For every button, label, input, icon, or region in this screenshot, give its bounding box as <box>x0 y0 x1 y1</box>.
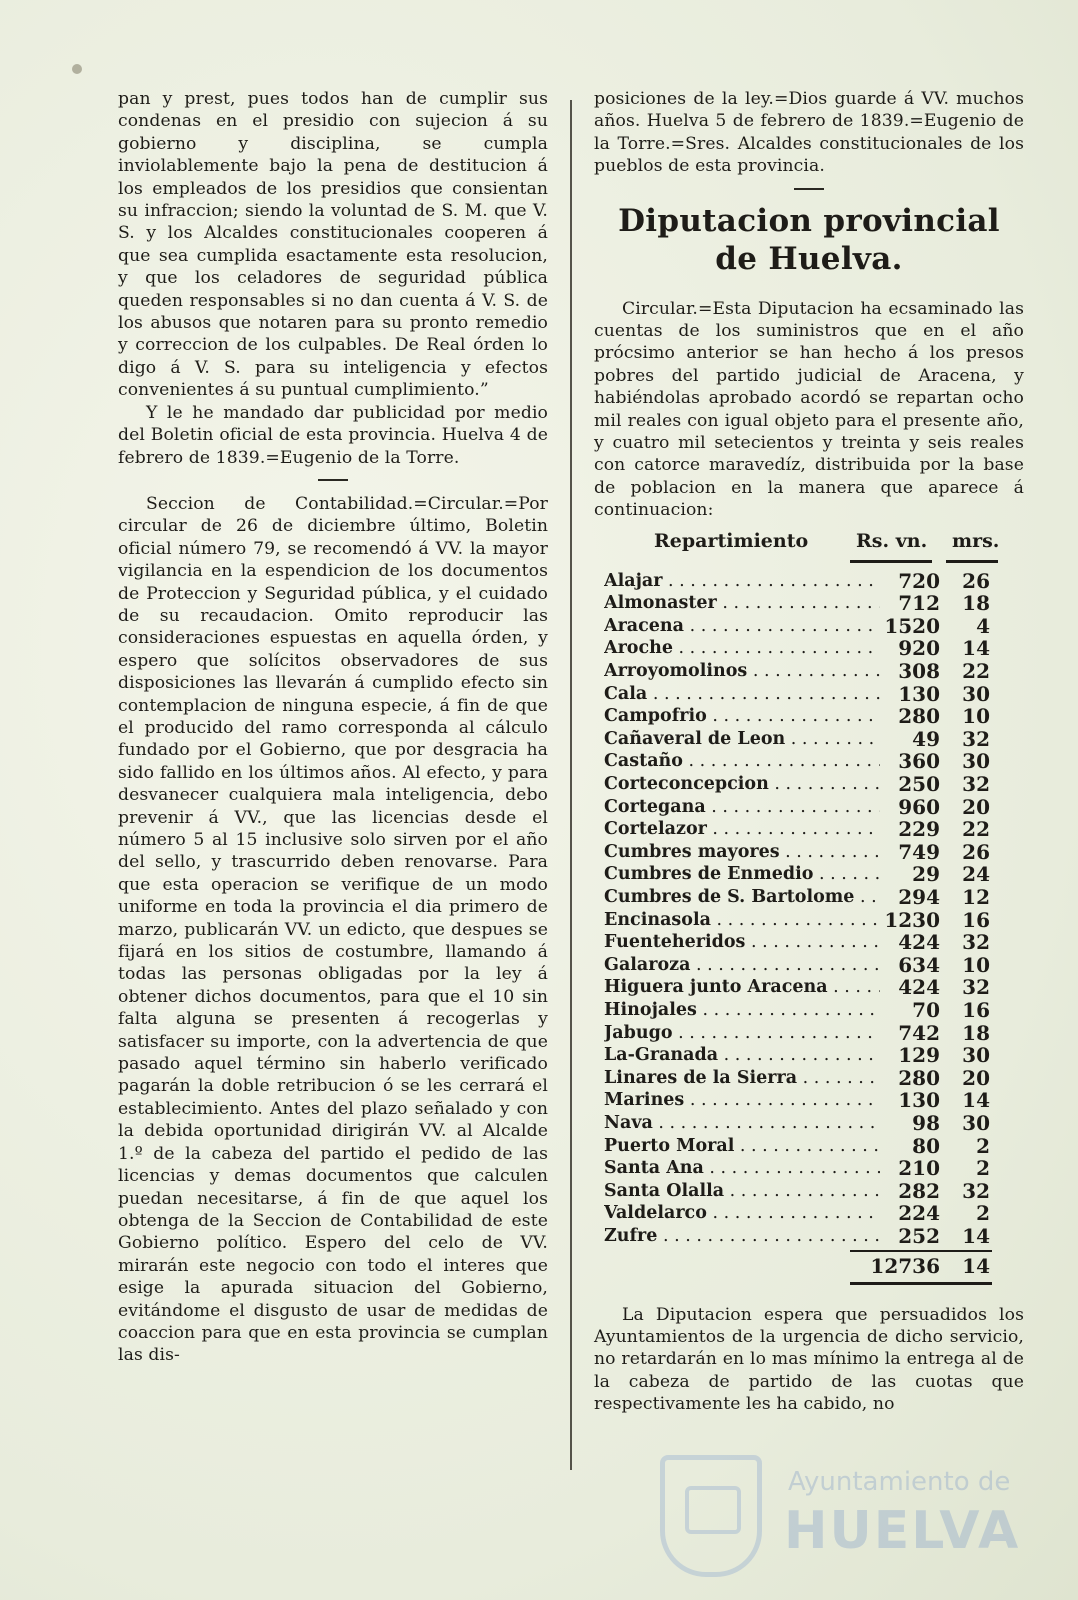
right-column <box>594 88 1024 1416</box>
row-rs: 712 <box>898 591 940 616</box>
table-header <box>594 530 1004 570</box>
row-name: Campofrio . . . <box>604 705 880 728</box>
table-total <box>594 1248 1004 1282</box>
row-rs: 424 <box>898 930 940 955</box>
row-rs: 920 <box>898 636 940 661</box>
table-row <box>594 976 1004 999</box>
table-row <box>594 954 1004 977</box>
row-mrs: 30 <box>962 1110 990 1135</box>
row-mrs: 26 <box>962 839 990 864</box>
table-row <box>594 1157 1004 1180</box>
row-mrs: 14 <box>962 1088 990 1113</box>
left-column <box>118 88 548 1367</box>
watermark-line2: HUELVA <box>784 1501 1021 1561</box>
row-rs: 252 <box>898 1223 940 1248</box>
table-row <box>594 886 1004 909</box>
row-mrs: 30 <box>962 749 990 774</box>
row-rs: 70 <box>912 997 940 1022</box>
row-name: Valdelarco . . . <box>604 1202 880 1225</box>
row-name: La-Granada . . . <box>604 1044 880 1067</box>
shield-icon <box>660 1455 762 1577</box>
row-rs: 308 <box>898 659 940 684</box>
table-row <box>594 592 1004 615</box>
row-mrs: 18 <box>962 1020 990 1045</box>
table-row <box>594 931 1004 954</box>
table-row <box>594 773 1004 796</box>
row-mrs: 2 <box>976 1133 990 1158</box>
row-name: Fuenteheridos . . . <box>604 931 880 954</box>
row-name: Santa Olalla . . . <box>604 1180 880 1203</box>
watermark-line1: Ayuntamiento de <box>788 1467 1011 1497</box>
ink-spot <box>72 64 82 74</box>
table-row <box>594 1202 1004 1225</box>
row-mrs: 32 <box>962 772 990 797</box>
row-rs: 282 <box>898 1178 940 1203</box>
header-underline-rs <box>850 560 932 563</box>
total-rule <box>850 1250 992 1252</box>
row-rs: 224 <box>898 1201 940 1226</box>
header-rs: Rs. vn. <box>856 529 928 552</box>
row-mrs: 10 <box>962 704 990 729</box>
row-mrs: 18 <box>962 591 990 616</box>
row-mrs: 14 <box>962 636 990 661</box>
table-row <box>594 818 1004 841</box>
row-name: Alajar . . . <box>604 570 880 593</box>
row-rs: 1230 <box>884 907 940 932</box>
row-name: Castaño . . . <box>604 750 880 773</box>
total-mrs: 14 <box>962 1253 990 1278</box>
row-mrs: 32 <box>962 726 990 751</box>
total-rs: 12736 <box>870 1253 940 1278</box>
closing-paragraph: La Diputacion espera que persuadidos los Ayuntamientos de la urgencia de dicho servicio, no retardarán en lo mas mínimo la entrega al de la cabeza de partido de las cuotas que respectivamente les ha cabido, no <box>594 1304 1024 1415</box>
row-mrs: 20 <box>962 794 990 819</box>
row-rs: 294 <box>898 885 940 909</box>
table-body <box>594 570 1004 1248</box>
row-rs: 129 <box>898 1043 940 1068</box>
row-name: Cumbres de Enmedio . . . <box>604 863 880 886</box>
section-separator <box>794 188 824 190</box>
row-name: Arroyomolinos . . . <box>604 660 880 683</box>
row-name: Galaroza . . . <box>604 954 880 977</box>
table-row <box>594 1135 1004 1158</box>
row-rs: 280 <box>898 704 940 729</box>
total-double-rule <box>850 1282 992 1285</box>
left-paragraph-3: Seccion de Contabilidad.=Circular.=Por circular de 26 de diciembre último, Boletin oficial número 79, se recomendó á VV. la mayor vigilancia en la espendicion de los documentos de Proteccion y Seguridad pública, y el cuidado de su recaudacion. Omito reproducir las consideraciones espuestas en aquella órden, y espero que solícitos observadores de sus disposiciones las llevarán á cumplido efecto sin contemplacion de ninguna especie, á fin de que el producido del ramo corresponda al cálculo fundado por el Gobierno, que por desgracia ha sido fallido en los últimos años. Al efecto, y para desvanecer cualquiera mala inteligencia, debo prevenir á VV., que las licencias desde el número 5 al 15 inclusive solo sirven por el año del sello, y trascurrido deben renovarse. Para que esta operacion se verifique de un modo uniforme en toda la provincia el dia primero de marzo, publicarán VV. un edicto, que despues se fijará en los sitios de costumbre, llamando á todas las personas obligadas por la ley á obtener dichos documentos, para que el 10 sin falta alguna se presenten á recogerlas y satisfacer su importe, con la advertencia de que pasado aquel término sin haberlo verificado pagarán la doble retribucion ó se les cerrará el establecimiento. Antes del plazo señalado y con la debida oportunidad dirigirán VV. al Alcalde 1.º de la cabeza del partido el pedido de las licencias y demas documentos que calculen puedan necesitarse, á fin de que aquel los obtenga de la Seccion de Contabilidad de este Gobierno político. Espero del celo de VV. mirarán este negocio con todo el interes que esige la apurada situacion del Gobierno, evitándome el disgusto de usar de medidas de coaccion para que en esta provincia se cumplan las dis- <box>118 493 548 1366</box>
row-mrs: 22 <box>962 659 990 684</box>
row-rs: 749 <box>898 839 940 864</box>
row-mrs: 30 <box>962 1043 990 1068</box>
table-row <box>594 841 1004 864</box>
row-name: Cumbres mayores . . . <box>604 841 880 864</box>
table-row <box>594 1089 1004 1112</box>
row-rs: 424 <box>898 975 940 1000</box>
row-name: Encinasola . . . <box>604 909 880 932</box>
row-mrs: 30 <box>962 681 990 706</box>
row-mrs: 12 <box>962 885 990 909</box>
row-mrs: 2 <box>976 1201 990 1226</box>
table-row <box>594 728 1004 751</box>
row-rs: 98 <box>912 1110 940 1135</box>
row-name: Aracena . . . <box>604 615 880 638</box>
right-top-paragraph: posiciones de la ley.=Dios guarde á VV. muchos años. Huelva 5 de febrero de 1839.=Eugenio de la Torre.=Sres. Alcaldes constitucionales de los pueblos de esta provincia. <box>594 89 1024 177</box>
row-mrs: 32 <box>962 975 990 1000</box>
table-row <box>594 615 1004 638</box>
header-mrs: mrs. <box>952 529 1000 552</box>
row-name: Corteconcepcion . . . <box>604 773 880 796</box>
table-row <box>594 1225 1004 1248</box>
circular-paragraph: Circular.=Esta Diputacion ha ecsaminado las cuentas de los suministros que en el año prócsimo anterior se han hecho á los presos pobres del partido judicial de Aracena, y habiéndolas aprobado acordó se repartan ocho mil reales con igual objeto para el presente año, y cuatro mil setecientos y treinta y seis reales con catorce maravedíz, distribuida por la base de poblacion en la manera que aparece á continuacion: <box>594 298 1024 521</box>
row-rs: 360 <box>898 749 940 774</box>
row-mrs: 32 <box>962 1178 990 1203</box>
header-underline-mrs <box>946 560 998 563</box>
table-row <box>594 863 1004 886</box>
row-rs: 250 <box>898 772 940 797</box>
row-name: Hinojales . . . <box>604 999 880 1022</box>
row-rs: 80 <box>912 1133 940 1158</box>
row-mrs: 4 <box>976 613 990 638</box>
row-rs: 720 <box>898 568 940 593</box>
row-name: Linares de la Sierra . . . <box>604 1067 880 1090</box>
row-rs: 210 <box>898 1156 940 1181</box>
table-row <box>594 705 1004 728</box>
table-row <box>594 1067 1004 1090</box>
row-name: Puerto Moral . . . <box>604 1135 880 1158</box>
section-title: Diputacion provincial de Huelva. <box>618 202 1000 277</box>
row-rs: 49 <box>912 726 940 751</box>
table-row <box>594 1180 1004 1203</box>
table-row <box>594 1022 1004 1045</box>
table-row <box>594 1112 1004 1135</box>
table-row <box>594 1044 1004 1067</box>
row-name: Nava . . . <box>604 1112 880 1135</box>
row-mrs: 16 <box>962 997 990 1022</box>
row-name: Cortegana . . . <box>604 796 880 819</box>
table-row <box>594 637 1004 660</box>
table-row <box>594 796 1004 819</box>
left-paragraph-1: pan y prest, pues todos han de cumplir sus condenas en el presidio con sujecion á su gobierno y disciplina, se cumpla inviolablemente bajo la pena de destitucion á los empleados de los presidios que consientan su infraccion; siendo la voluntad de S. M. que V. S. y los Alcaldes constitucionales cooperen á que sea cumplida esactamente esta resolucion, y que los celadores de seguridad pública queden responsables si no dan cuenta á V. S. de los abusos que notaren para su pronto remedio y correccion de los culpables. De Real órden lo digo á V. S. para su inteligencia y efectos convenientes á su puntual cumplimiento.” <box>118 89 548 401</box>
row-rs: 960 <box>898 794 940 819</box>
row-rs: 130 <box>898 1088 940 1113</box>
row-rs: 742 <box>898 1020 940 1045</box>
row-name: Jabugo . . . <box>604 1022 880 1045</box>
row-mrs: 24 <box>962 862 990 887</box>
row-name: Marines . . . <box>604 1089 880 1112</box>
table-row <box>594 909 1004 932</box>
row-rs: 280 <box>898 1065 940 1090</box>
table-row <box>594 750 1004 773</box>
row-mrs: 10 <box>962 952 990 977</box>
row-rs: 634 <box>898 952 940 977</box>
table-row <box>594 660 1004 683</box>
row-mrs: 26 <box>962 568 990 593</box>
left-paragraph-2: Y le he mandado dar publicidad por medio del Boletin oficial de esta provincia. Huelva 4 de febrero de 1839.=Eugenio de la Torre. <box>118 402 548 468</box>
table-row <box>594 570 1004 593</box>
row-name: Cortelazor . . . <box>604 818 880 841</box>
column-divider <box>570 100 572 1470</box>
row-name: Almonaster . . . <box>604 592 880 615</box>
row-rs: 29 <box>912 862 940 887</box>
repartimiento-table <box>594 530 1004 1282</box>
row-mrs: 14 <box>962 1223 990 1248</box>
row-rs: 130 <box>898 681 940 706</box>
row-name: Aroche . . . <box>604 637 880 660</box>
header-name: Repartimiento <box>654 529 809 552</box>
watermark <box>660 1455 1020 1575</box>
row-mrs: 2 <box>976 1156 990 1181</box>
row-name: Zufre . . . <box>604 1225 880 1248</box>
section-separator <box>318 479 348 481</box>
row-mrs: 16 <box>962 907 990 932</box>
row-name: Santa Ana . . . <box>604 1157 880 1180</box>
row-mrs: 22 <box>962 817 990 842</box>
row-name: Cala . . . <box>604 683 880 706</box>
row-rs: 229 <box>898 817 940 842</box>
row-mrs: 20 <box>962 1065 990 1090</box>
row-name: Cañaveral de Leon . . . <box>604 728 880 751</box>
table-row <box>594 683 1004 706</box>
row-name: Cumbres de S. Bartolome . . . <box>604 886 880 909</box>
row-name: Higuera junto Aracena . . . <box>604 976 880 999</box>
row-rs: 1520 <box>884 613 940 638</box>
row-mrs: 32 <box>962 930 990 955</box>
table-row <box>594 999 1004 1022</box>
